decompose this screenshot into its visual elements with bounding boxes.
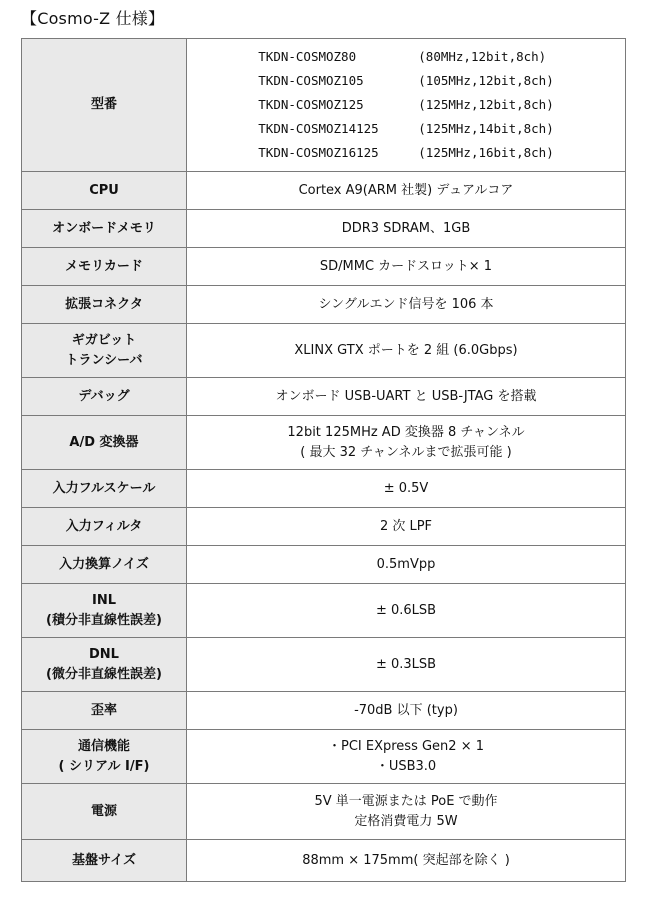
table-row [22,584,626,638]
expansion-connector-label: 拡張コネクタ [22,286,187,324]
cpu-label: CPU [22,172,187,210]
gigabit-transceiver-label [22,324,187,378]
model-value [187,39,626,172]
model-detail: (125MHz,16bit,8ch) [418,145,554,160]
board-size-label: 基盤サイズ [22,840,187,882]
table-row [22,470,626,508]
model-name: TKDN-COSMOZ16125 [258,145,379,160]
dnl-value: ± 0.3LSB [187,638,626,692]
list-item [258,93,553,117]
memory-card-value: SD/MMC カードスロット× 1 [187,248,626,286]
ad-converter-label: A/D 変換器 [22,416,187,470]
table-row [22,210,626,248]
ad-value-line-1: 12bit 125MHz AD 変換器 8 チャンネル [287,424,525,440]
list-item [258,117,553,141]
table-row [22,638,626,692]
power-label: 電源 [22,784,187,840]
memory-card-label: メモリカード [22,248,187,286]
power-value-line-1: 5V 単一電源または PoE で動作 [314,793,498,809]
model-detail: (80MHz,12bit,8ch) [418,49,547,64]
model-name: TKDN-COSMOZ125 [258,97,364,112]
table-row [22,172,626,210]
communication-value [187,730,626,784]
communication-label-line-1: 通信機能 [77,738,130,754]
input-full-scale-value: ± 0.5V [187,470,626,508]
ad-converter-value [187,416,626,470]
table-row [22,730,626,784]
ad-value-line-2: ( 最大 32 チャンネルまで拡張可能 ) [300,444,512,460]
table-row [22,248,626,286]
dnl-label-line-2: (微分非直線性誤差) [46,666,162,682]
table-row [22,692,626,730]
input-filter-value: 2 次 LPF [187,508,626,546]
gigabit-label-line-1: ギガビット [71,332,137,348]
model-detail: (125MHz,14bit,8ch) [418,121,554,136]
board-size-value: 88mm × 175mm( 突起部を除く ) [187,840,626,882]
dnl-label [22,638,187,692]
dnl-label-line-1: DNL [89,646,119,662]
communication-value-line-2: ・USB3.0 [375,758,437,774]
inl-label-line-1: INL [91,592,116,608]
table-row [22,508,626,546]
list-item [258,45,553,69]
spec-table [21,38,626,882]
gigabit-transceiver-value: XLINX GTX ポートを 2 組 (6.0Gbps) [187,324,626,378]
distortion-label: 歪率 [22,692,187,730]
model-name: TKDN-COSMOZ14125 [258,121,379,136]
expansion-connector-value: シングルエンド信号を 106 本 [187,286,626,324]
input-noise-value: 0.5mVpp [187,546,626,584]
table-row [22,840,626,882]
communication-value-line-1: ・PCI EXpress Gen2 × 1 [327,738,484,754]
inl-label-line-2: (積分非直線性誤差) [46,612,162,628]
communication-label [22,730,187,784]
spec-title: 【Cosmo-Z 仕様】 [21,9,165,28]
input-filter-label: 入力フィルタ [22,508,187,546]
input-noise-label: 入力換算ノイズ [22,546,187,584]
table-row [22,378,626,416]
list-item [258,141,553,165]
table-row [22,784,626,840]
inl-label [22,584,187,638]
table-row [22,324,626,378]
debug-value: オンボード USB-UART と USB-JTAG を搭載 [187,378,626,416]
list-item [258,69,553,93]
table-row [22,39,626,172]
onboard-memory-label: オンボードメモリ [22,210,187,248]
model-label: 型番 [22,39,187,172]
model-detail: (105MHz,12bit,8ch) [418,73,554,88]
model-detail: (125MHz,12bit,8ch) [418,97,554,112]
inl-value: ± 0.6LSB [187,584,626,638]
debug-label: デバッグ [22,378,187,416]
power-value [187,784,626,840]
model-list [258,45,553,165]
model-name: TKDN-COSMOZ105 [258,73,364,88]
onboard-memory-value: DDR3 SDRAM、1GB [187,210,626,248]
table-row [22,546,626,584]
communication-label-line-2: ( シリアル I/F) [58,758,150,774]
distortion-value: -70dB 以下 (typ) [187,692,626,730]
table-row [22,416,626,470]
gigabit-label-line-2: トランシーバ [65,352,143,368]
power-value-line-2: 定格消費電力 5W [354,813,458,829]
model-name: TKDN-COSMOZ80 [258,49,357,64]
table-row [22,286,626,324]
cpu-value: Cortex A9(ARM 社製) デュアルコア [187,172,626,210]
input-full-scale-label: 入力フルスケール [22,470,187,508]
